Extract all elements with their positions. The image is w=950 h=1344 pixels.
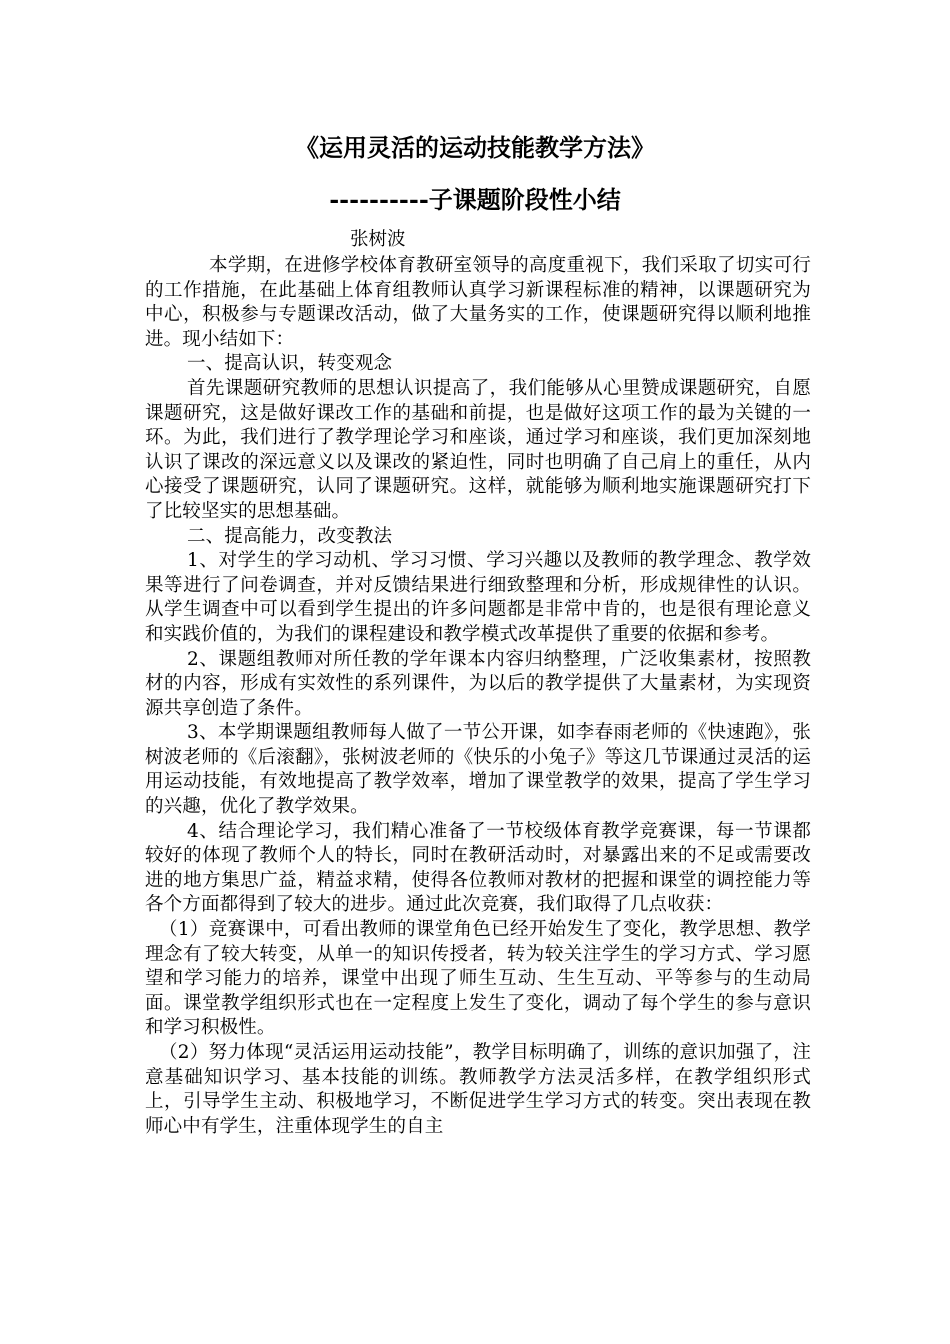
section-heading-1: 一、提高认识，转变观念 xyxy=(187,353,393,375)
body-paragraph: 2、课题组教师对所任教的学年课本内容归纳整理，广泛收集素材，按照教材的内容，形成有实效性的系列课件，为以后的教学提供了大量素材，为实现资源共享创造了条件。 xyxy=(145,648,811,719)
body-paragraph: 1、对学生的学习动机、学习习惯、学习兴趣以及教师的教学理念、教学效果等进行了问卷调查，并对反馈结果进行细致整理和分析，形成规律性的认识。从学生调查中可以看到学生提出的许多问题都是非常中肯的，也是很有理论意义和实践价值的，为我们的课程建设和教学模式改革提供了重要的依据和参考。 xyxy=(145,550,811,645)
document-subtitle: ----------子课题阶段性小结 xyxy=(329,185,621,214)
body-paragraph: 3、本学期课题组教师每人做了一节公开课，如李春雨老师的《快速跑》，张树波老师的《后滚翻》，张树波老师的《快乐的小兔子》等这几节课通过灵活的运用运动技能，有效地提高了教学效率，增加了课堂教学的效果，提高了学生学习的兴趣，优化了教学效果。 xyxy=(145,722,811,818)
section-heading-2: 二、提高能力，改变教法 xyxy=(187,525,393,547)
body-paragraph: （2）努力体现“灵活运用运动技能”，教学目标明确了，训练的意识加强了，注意基础知识学习、基本技能的训练。教师教学方法灵活多样，在教学组织形式上，引导学生主动、积极地学习，不断促进学生学习方式的转变。突出表现在教师心中有学生，注重体现学生的自主 xyxy=(145,1042,811,1137)
body-paragraph: 首先课题研究教师的思想认识提高了，我们能够从心里赞成课题研究，自愿课题研究，这是做好课改工作的基础和前提，也是做好这项工作的最为关键的一环。为此，我们进行了教学理论学习和座谈，通过学习和座谈，我们更加深刻地认识了课改的深远意义以及课改的紧迫性，同时也明确了自己肩上的重任，从内心接受了课题研究，认同了课题研究。这样，就能够为顺利地实施课题研究打下了比较坚实的思想基础。 xyxy=(145,377,811,522)
body-paragraph: （1）竞赛课中，可看出教师的课堂角色已经开始发生了变化，教学思想、教学理念有了较大转变，从单一的知识传授者，转为较关注学生的学习方式、学习愿望和学习能力的培养，课堂中出现了师生互动、生生互动、平等参与的生动局面。课堂教学组织形式也在一定程度上发生了变化，调动了每个学生的参与意识和学习积极性。 xyxy=(145,919,811,1039)
document-title: 《运用灵活的运动技能教学方法》 xyxy=(295,133,655,162)
body-paragraph: 4、结合理论学习，我们精心准备了一节校级体育教学竞赛课，每一节课都较好的体现了教师个人的特长，同时在教研活动时，对暴露出来的不足或需要改进的地方集思广益，精益求精，使得各位教师对教材的把握和课堂的调控能力等各个方面都得到了较大的进步。通过此次竞赛，我们取得了几点收获： xyxy=(145,820,811,916)
author-name: 张树波 xyxy=(350,229,406,250)
intro-paragraph: 本学期，在进修学校体育教研室领导的高度重视下，我们采取了切实可行的工作措施，在此基础上体育组教师认真学习新课程标准的精神，以课题研究为中心，积极参与专题课改活动，做了大量务实的工作，使课题研究得以顺利地推进。现小结如下： xyxy=(145,255,811,350)
document-body xyxy=(145,254,811,1139)
